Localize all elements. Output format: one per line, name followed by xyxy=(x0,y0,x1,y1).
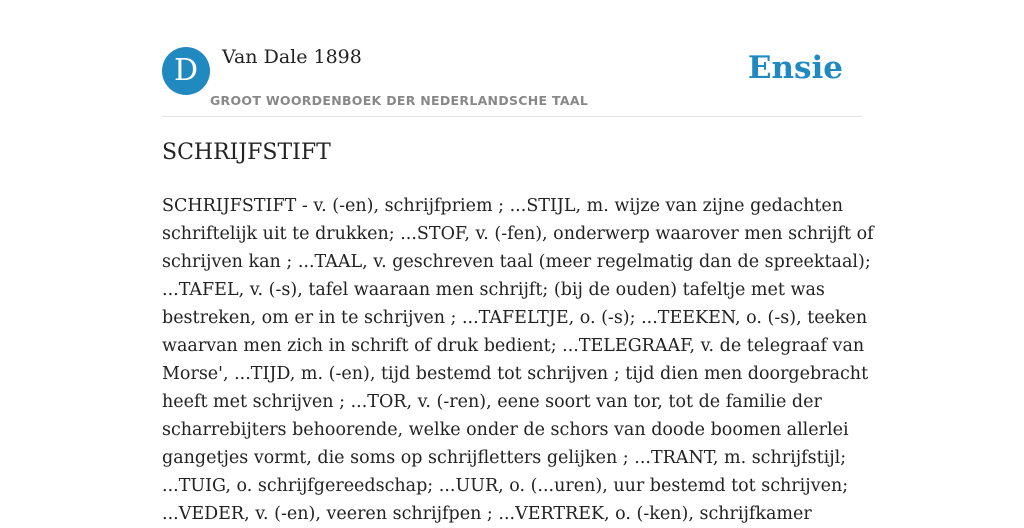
definition-line: schriftelijk uit te drukken; ...STOF, v. (-fen), onderwerp waarover men schrijft of xyxy=(162,224,874,244)
definition-line: ...VEDER, v. (-en), veeren schrijfpen ; ...VERTREK, o. (-ken), schrijfkamer xyxy=(162,504,812,524)
definition-line: SCHRIJFSTIFT - v. (-en), schrijfpriem ; ...STIJL, m. wijze van zijne gedachten xyxy=(162,196,844,216)
entry-headword: SCHRIJFSTIFT xyxy=(162,140,331,165)
definition-line: ...TUIG, o. schrijfgereedschap; ...UUR, o. (...uren), uur bestemd tot schrijven; xyxy=(162,476,849,496)
definition-line: gangetjes vormt, die soms op schrijfletters gelijken ; ...TRANT, m. schrijfstijl; xyxy=(162,448,847,468)
definition-line: heeft met schrijven ; ...TOR, v. (-ren), eene soort van tor, tot de familie der xyxy=(162,392,822,412)
dictionary-logo[interactable]: D xyxy=(162,47,210,95)
definition-line: bestreken, om er in te schrijven ; ...TAFELTJE, o. (-s); ...TEEKEN, o. (-s), teeken xyxy=(162,308,868,328)
site-header xyxy=(162,46,862,117)
definition-line: scharrebijters behoorende, welke onder de schors van doode boomen allerlei xyxy=(162,420,849,440)
definition-line: waarvan men zich in schrift of druk bedient; ...TELEGRAAF, v. de telegraaf van xyxy=(162,336,865,356)
entry-definition xyxy=(162,192,874,528)
definition-line: ...TAFEL, v. (-s), tafel waaraan men schrijft; (bij de ouden) tafeltje met was xyxy=(162,280,825,300)
definition-line: schrijven kan ; ...TAAL, v. geschreven taal (meer regelmatig dan de spreektaal); xyxy=(162,252,871,272)
brand-logo[interactable]: Ensie xyxy=(747,50,843,86)
dictionary-title[interactable]: Van Dale 1898 xyxy=(222,46,362,68)
definition-line: Morse', ...TIJD, m. (-en), tijd bestemd tot schrijven ; tijd dien men doorgebracht xyxy=(162,364,869,384)
dictionary-subtitle: GROOT WOORDENBOEK DER NEDERLANDSCHE TAAL xyxy=(210,93,589,108)
